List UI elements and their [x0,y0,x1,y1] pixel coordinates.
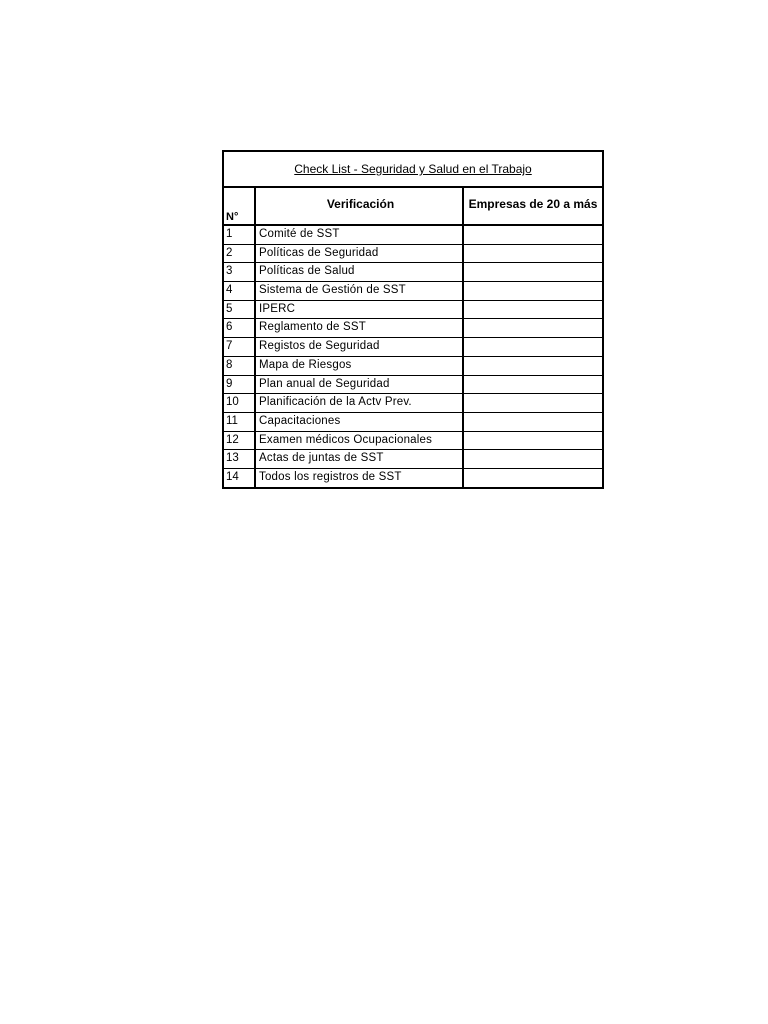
checklist-table [222,150,604,489]
row-companies-cell[interactable] [464,226,602,244]
row-number: 7 [224,338,256,356]
row-number: 6 [224,319,256,337]
table-row [224,432,602,451]
table-row [224,450,602,469]
row-verification-item: Políticas de Seguridad [256,245,464,263]
row-number: 12 [224,432,256,450]
table-row [224,282,602,301]
row-companies-cell[interactable] [464,469,602,487]
row-companies-cell[interactable] [464,282,602,300]
row-verification-item: Comité de SST [256,226,464,244]
row-companies-cell[interactable] [464,376,602,394]
row-verification-item: Examen médicos Ocupacionales [256,432,464,450]
row-verification-item: Mapa de Riesgos [256,357,464,375]
row-verification-item: Reglamento de SST [256,319,464,337]
table-row [224,338,602,357]
row-number: 13 [224,450,256,468]
row-companies-cell[interactable] [464,245,602,263]
row-number: 3 [224,263,256,281]
table-row [224,469,602,487]
row-number: 10 [224,394,256,412]
row-number: 8 [224,357,256,375]
row-companies-cell[interactable] [464,450,602,468]
row-verification-item: IPERC [256,301,464,319]
row-verification-item: Registos de Seguridad [256,338,464,356]
table-row [224,319,602,338]
header-row [224,188,602,226]
row-verification-item: Todos los registros de SST [256,469,464,487]
table-row [224,226,602,245]
checklist-title: Check List - Seguridad y Salud en el Trabajo [224,152,602,188]
row-companies-cell[interactable] [464,338,602,356]
row-number: 9 [224,376,256,394]
table-row [224,394,602,413]
table-row [224,245,602,264]
row-number: 1 [224,226,256,244]
row-verification-item: Políticas de Salud [256,263,464,281]
row-verification-item: Plan anual de Seguridad [256,376,464,394]
row-companies-cell[interactable] [464,263,602,281]
row-number: 5 [224,301,256,319]
table-row [224,376,602,395]
checklist-rows [224,226,602,487]
row-verification-item: Planificación de la Actv Prev. [256,394,464,412]
row-number: 11 [224,413,256,431]
header-verification: Verificación [256,188,464,224]
row-number: 14 [224,469,256,487]
row-companies-cell[interactable] [464,413,602,431]
row-verification-item: Sistema de Gestión de SST [256,282,464,300]
row-companies-cell[interactable] [464,394,602,412]
row-verification-item: Capacitaciones [256,413,464,431]
table-row [224,263,602,282]
table-row [224,301,602,320]
row-number: 4 [224,282,256,300]
row-companies-cell[interactable] [464,301,602,319]
row-number: 2 [224,245,256,263]
row-companies-cell[interactable] [464,432,602,450]
table-row [224,413,602,432]
row-companies-cell[interactable] [464,357,602,375]
header-number: N° [224,188,256,224]
row-companies-cell[interactable] [464,319,602,337]
row-verification-item: Actas de juntas de SST [256,450,464,468]
table-row [224,357,602,376]
header-companies: Empresas de 20 a más [468,197,598,211]
